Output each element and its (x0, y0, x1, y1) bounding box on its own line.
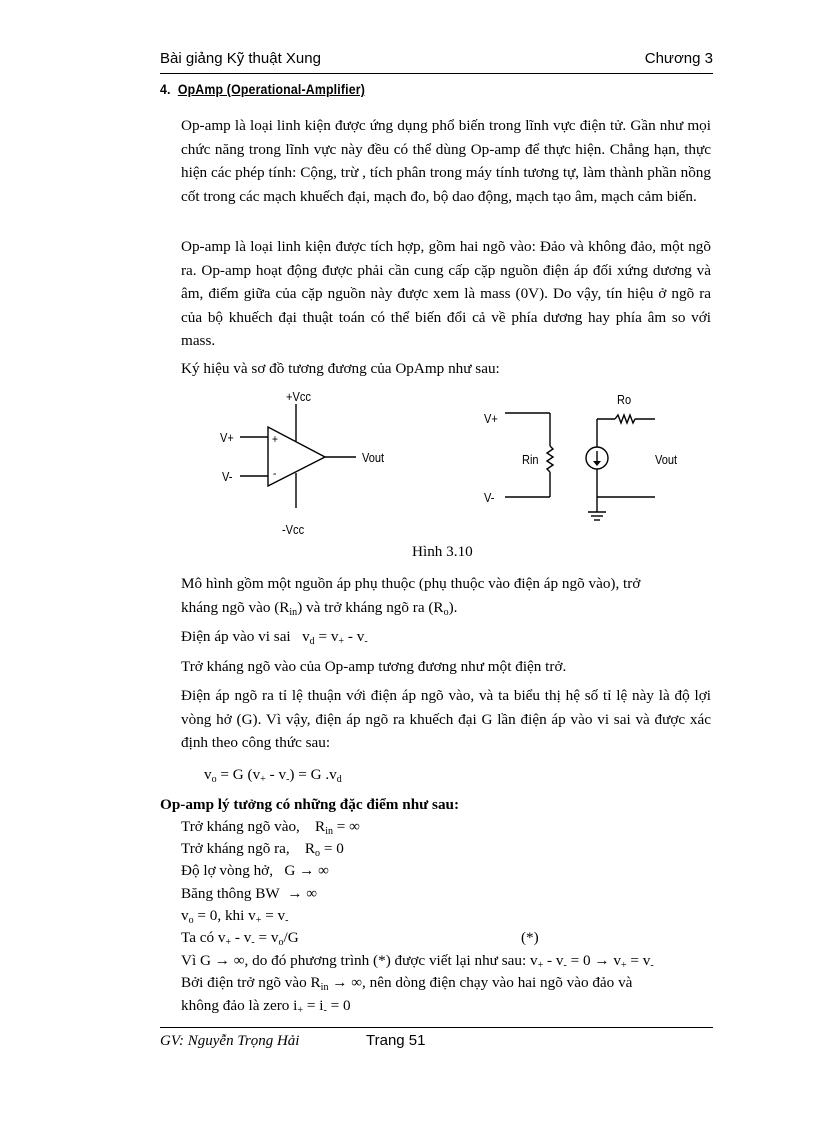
paragraph-structure: Op-amp là loại linh kiện được tích hợp, gồm hai ngõ vào: Đảo và không đảo, một ngõ ra. Op-amp hoạt động được phải cần cung cấp cặp nguồn điện áp đối xứng dương và âm, điểm giữa của cặp nguồn này được xem là mass (0V). Do vậy, tín hiệu ở ngõ ra của bộ khuếch đại thuật toán có thể biến đổi cả về phía dương hay phía âm so với mass. (181, 238, 711, 350)
ideal-rin: Trở kháng ngõ vào, $R_{in}$ = ∞ (181, 818, 360, 837)
label-ro: Ro (617, 392, 632, 407)
gain-formula: $v_o = G$ $(v_+ - v_-) = G$ $.v_d$ (204, 766, 342, 785)
ideal-vo: $v_o = 0$, khi $v_+ = v_-$ (181, 907, 289, 926)
label-vcc-neg: -Vcc (282, 522, 305, 537)
label-vcc-pos: +Vcc (286, 389, 311, 404)
figure-diagram (0, 0, 816, 560)
label-opamp-vplus: V+ (220, 430, 234, 445)
ideal-rewrite: Vì G → ∞, do đó phương trình (*) được viết lại như sau: $v_+ - v_- = 0 \to v_+ = v_-$ (181, 952, 654, 971)
label-opamp-vout: Vout (362, 450, 385, 465)
model-description-line2: kháng ngõ vào $(R_{in})$ và trở kháng ngõ ra $(R_o)$. (181, 599, 458, 618)
header-title: Bài giảng Kỹ thuật Xung (160, 50, 321, 67)
label-model-vminus: V- (484, 490, 495, 505)
ideal-ro: Trở kháng ngõ ra, $R_o = 0$ (181, 840, 344, 859)
gain-paragraph: Điện áp ngõ ra tỉ lệ thuận với điện áp ngõ vào, và ta biểu thị hệ số tỉ lệ này là độ lợi vòng hở (G). Vì vậy, điện áp ngõ ra khuếch đại G lần điện áp vào vi sai và được xác định theo công thức sau: (181, 687, 711, 752)
label-plus-sign: + (272, 432, 278, 446)
ideal-current-line2: không đảo là zero $i_+ = i_- = 0$ (181, 997, 351, 1016)
ideal-equation: Ta có $v_+ - v_- = v_o/G$ (181, 929, 299, 948)
vd-definition: Điện áp vào vi sai $v_d = v_+ - v_-$ (181, 628, 368, 647)
ideal-current-line1: Bởi điện trở ngõ vào $R_{in}$ → ∞, nên dòng điện chạy vào hai ngõ vào đảo và (181, 974, 633, 993)
paragraph-intro: Op-amp là loại linh kiện được ứng dụng phổ biến trong lĩnh vực điện tử. Gần như mọi chức năng trong lĩnh vực này đều có thể dùng Op-amp để thực hiện. Chẳng hạn, thực hiện các phép tính: Cộng, trừ , tích phân trong máy tính tương tự, làm thành phần nồng cốt trong các mạch khuếch đại, mạch đo, bộ dao động, mạch tạo âm, mạch cảm biến. (181, 117, 711, 205)
footer-rule (160, 1027, 713, 1028)
footer-author: GV: Nguyễn Trọng Hải (160, 1033, 300, 1049)
footer-page-number: Trang 51 (366, 1032, 426, 1049)
ro-resistor (615, 415, 635, 423)
label-model-vout: Vout (655, 452, 678, 467)
header-chapter: Chương 3 (644, 50, 713, 67)
label-opamp-vminus: V- (222, 469, 233, 484)
section-number: 4. (160, 81, 171, 97)
paragraph-figure-intro: Ký hiệu và sơ đồ tương đương của OpAmp như sau: (181, 360, 500, 377)
ideal-bandwidth: Băng thông BW → ∞ (181, 885, 318, 902)
section-title: OpAmp (Operational-Amplifier) (177, 81, 366, 97)
label-minus-sign: - (273, 466, 277, 480)
ideal-heading: Op-amp lý tưởng có những đặc điểm như sau: (160, 796, 460, 813)
label-rin: Rin (522, 452, 539, 467)
model-description-line1: Mô hình gồm một nguồn áp phụ thuộc (phụ thuộc vào điện áp ngõ vào), trở (181, 575, 641, 592)
label-model-vplus: V+ (484, 411, 498, 426)
equation-marker: (*) (521, 929, 539, 946)
figure-caption: Hình 3.10 (412, 543, 473, 560)
rin-resistor (547, 446, 553, 472)
rin-description: Trở kháng ngõ vào của Op-amp tương đương như một điện trở. (181, 658, 567, 675)
ideal-gain: Độ lợ vòng hở, G → ∞ (181, 862, 329, 879)
